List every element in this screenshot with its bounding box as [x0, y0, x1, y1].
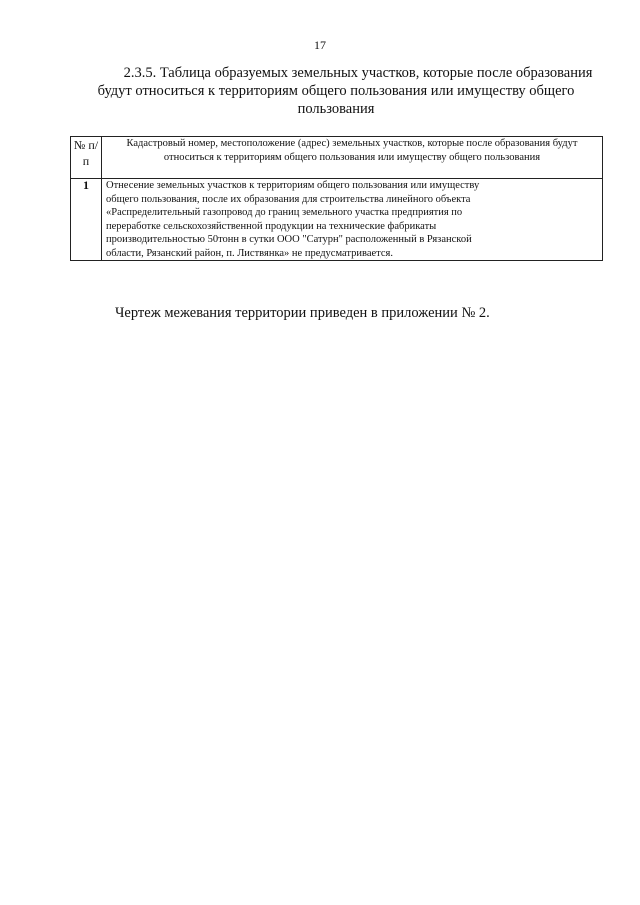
column-header-description: Кадастровый номер, местоположение (адрес) земельных участков, которые после образования будут относиться к территориям общего пользования или имуществу общего пользования: [102, 137, 603, 179]
column-header-number: № п/п: [71, 137, 102, 179]
table-row: [71, 179, 603, 261]
page-number: 17: [314, 38, 326, 52]
section-heading: [72, 64, 600, 118]
land-plots-table: [70, 136, 603, 261]
drawing-reference-note: Чертеж межевания территории приведен в приложении № 2.: [115, 305, 490, 321]
row-description: Отнесение земельных участков к территориям общего пользования или имуществу общего пользования, после их образования для строительства линейного объекта «Распределительный газопровод до границ земельного участка предприятия по переработке сельскохозяйственной продукции на технические фабрикаты производительностью 50тонн в сутки ООО "Сатурн" расположенный в Рязанской области, Рязанский район, п. Листвянка» не предусматривается.: [102, 179, 603, 261]
table-header-row: [71, 137, 603, 179]
section-heading-text: 2.3.5. Таблица образуемых земельных участков, которые после образования будут относиться к территориям общего пользования или имуществу общего пользования: [97, 65, 593, 117]
row-number: 1: [71, 179, 102, 261]
